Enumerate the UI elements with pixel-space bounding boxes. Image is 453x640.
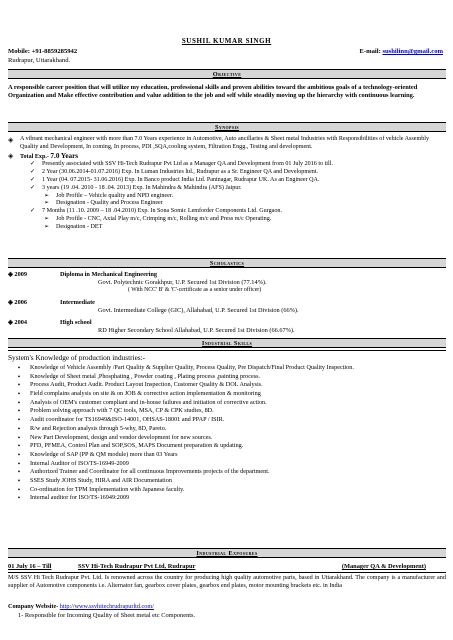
skills-title: System's Knowledge of production industries:- xyxy=(8,353,146,362)
exposure-company: SSV Hi-Tech Rudrapur Pvt Ltd, Rudrapur xyxy=(78,563,196,570)
education-year: ◈ 2004 xyxy=(8,318,28,326)
diamond-bullet-icon: ◈ xyxy=(8,298,15,306)
total-exp: Total Exp.- 7.0 Years xyxy=(20,151,79,160)
skill-item: • PFD, PFMEA, Control Plan and SOP,SOS, MAPS Document preparation & updating. xyxy=(8,442,446,450)
skill-item: • Internal auditor for ISO/TS-16949:2009 xyxy=(8,494,446,502)
education-detail: RD Higher Secondary School Allahabad, U.P. Secured 1st Division (66.67%). xyxy=(98,326,295,334)
email-link[interactable]: sushilinn@gmail.com xyxy=(382,48,443,55)
divider xyxy=(8,572,446,573)
bullet-icon: • xyxy=(17,468,21,477)
job-detail: ➢ Job Profile – Vehicle quality and NPD engineer. xyxy=(44,192,174,199)
skill-item: • Analysis of OEM's customer compliant and in-house failures and initiation of corrective action. xyxy=(8,399,446,407)
skill-item: • Knowledge of Sheet metal ,Phosphating , Powder coating , Plating process ,painting process. xyxy=(8,373,446,381)
scholastics-list xyxy=(8,271,446,339)
education-title: Diploma in Mechanical Engineering xyxy=(60,271,158,278)
experience-item: ✓ 1 Year (04. 07.2015- 31.06.2016) Exp. In Banco product India Ltd. Pantnagar, Rudrapur UK. As an Engineer QA. xyxy=(30,176,320,183)
education-detail: Govt. Polytechnic Gorakhpur, U.P. Secured 1st Division (77.14%). xyxy=(98,279,267,287)
objective-heading: Objective xyxy=(8,69,446,79)
education-entry xyxy=(8,319,446,335)
experience-item: ✓ 2 Year (30.06.2014-01.07.2016) Exp. In Luman Industries ltd., Rudrapur as a Sr. Engineer QA and Development. xyxy=(30,169,319,176)
bullet-icon: • xyxy=(17,364,21,372)
bullet-icon: • xyxy=(17,476,21,485)
bullet-icon: • xyxy=(17,398,21,407)
arrow-bullet-icon: ➢ xyxy=(44,215,50,222)
education-year: ◈ 2006 xyxy=(8,298,28,306)
email-label: E-mail: xyxy=(359,48,383,55)
bullet-icon: • xyxy=(17,416,21,425)
skill-item: • Internal Auditor of ISO/TS-16949-2009 xyxy=(8,460,446,468)
skill-item: • Authorized Trainer and Coordinator for all continuous Improvements projects of the department. xyxy=(8,468,446,476)
bullet-icon: • xyxy=(17,407,21,416)
check-icon: ✓ xyxy=(30,176,36,183)
skill-item: • R/w and Rejection analysis through 5-why, 8D, Pareto. xyxy=(8,425,446,433)
company-description: M/S SSV Hi Tech Rudrapur Pvt. Ltd. Is renowned across the country for producing high quality automotive parts, based in Uttarakhand. The company is a manufacturer and supplier of Automotive components i.e. Alternator fan, gearbox cover plates, gearbox end plates, motor mounting brackets etc. in India xyxy=(8,574,446,589)
skill-item: • Knowledge of Vehicle Assembly /Part Quality & Supplier Quality, Process Quality, Pre Dispatch/Final Product Quality Inspection. xyxy=(8,364,446,372)
skill-item: • SSES Study JOHS Study, HIRA and AIR Documentation xyxy=(8,477,446,485)
bullet-icon: • xyxy=(17,424,21,433)
education-detail: ( With NCC' B' & 'C'-certificate as a senior under officer) xyxy=(128,287,262,294)
skill-item: • Knowledge of SAP (PP & QM module) more than 03 Years xyxy=(8,451,446,459)
skill-item: • Problem solving approach with 7 QC tools, MSA, CP & CPK studies, 8D. xyxy=(8,407,446,415)
education-entry xyxy=(8,271,446,295)
arrow-bullet-icon: ➢ xyxy=(44,192,50,199)
bullet-icon: • xyxy=(17,433,21,442)
bullet-icon: • xyxy=(17,381,21,390)
company-website-link[interactable]: http://www.ssvhitechrudrapurltd.com/ xyxy=(59,603,154,610)
exposure-header xyxy=(8,563,446,571)
skill-item: • Co-ordination for TPM Implementation with Japanese faculty. xyxy=(8,486,446,494)
job-detail: ➢ Job Profile - CNC, Axial Play m/c, Crimping m/c, Rolling m/c and Press m/c Operating. xyxy=(44,215,272,222)
exposure-role: (Manager QA & Development) xyxy=(341,563,426,570)
industrial-exposures-heading: Industrial Exposures xyxy=(8,548,446,558)
education-title: Intermediate xyxy=(60,298,95,306)
job-detail: ➢ Designation - Quality and Process Engineer xyxy=(44,200,163,207)
job-detail: ➢ Designation - DET xyxy=(44,223,103,230)
bullet-icon: • xyxy=(17,494,21,503)
check-icon: ✓ xyxy=(30,169,36,176)
skill-item: • Process Audit, Product Audit. Product Layout Inspection, Customer Quality & DOL Analysis. xyxy=(8,381,446,389)
scholastics-heading: Scholastics xyxy=(8,258,446,268)
sona-experience: ✓ 7 Months (11 .10. 2009 – 18 .04.2010) Exp. In Sona Somic Lemforder Components Ltd. Gurgaon. xyxy=(30,208,283,215)
synopsis-heading: Synopsis xyxy=(8,122,446,132)
skill-item: • Audit coordinator for TS16949&ISO-14001, OHSAS-18001 and PPAP / ISIR. xyxy=(8,416,446,424)
education-year: ◈ 2009 xyxy=(8,271,28,278)
email-line xyxy=(360,48,443,56)
bullet-icon: • xyxy=(17,450,21,459)
check-icon: ✓ xyxy=(30,161,36,168)
industrial-skills-heading: Industrial Skills xyxy=(8,338,446,348)
synopsis-intro: A vibrant mechanical engineer with more than 7.0 Years experience in Automotive, Auto ancillaries & Sheet metal Industries with Responsibilities of vehicle Assembly Quality and Development, In coming, In process, PDI ,SQA,cooling system, Filtration Engg., Testing and development. xyxy=(20,136,430,150)
exposure-period: 01 July 16 – Till xyxy=(8,563,52,570)
company-website-line: Company Website- http://www.ssvhitechrudrapurltd.com/ xyxy=(8,603,154,610)
skills-list xyxy=(8,364,446,503)
diamond-bullet-icon: ◈ xyxy=(8,271,15,278)
divider xyxy=(8,350,446,351)
bullet-icon: • xyxy=(17,442,21,451)
skill-item: • New Part Development, design and vendor development for new sources. xyxy=(8,434,446,442)
arrow-bullet-icon: ➢ xyxy=(44,200,50,207)
diamond-bullet-icon: ◈ xyxy=(8,318,15,326)
experience-item: ✓ 3 years (19 .04. 2010 - 18 .04. 2013) Exp. In Mahindra & Mahindra (AFS) Jaipur. xyxy=(30,184,242,191)
experience-item: ✓ Presently associated with SSV Hi-Tech Rudrapur Pvt Ltd as a Manager QA and Development from 01 July 2016 to till. xyxy=(30,161,333,168)
check-icon: ✓ xyxy=(30,184,36,191)
education-detail: Govt. Intermediate College (GIC), Allahabad, U.P. Secured 1st Division (66%). xyxy=(98,306,299,314)
candidate-name: SUSHIL KUMAR SINGH xyxy=(181,37,272,45)
education-title: High school xyxy=(60,318,92,326)
location: Rudrapur, Uttarakhand. xyxy=(8,57,71,64)
bullet-icon: • xyxy=(17,372,21,381)
bullet-icon: • xyxy=(17,459,21,468)
education-entry xyxy=(8,299,446,315)
diamond-bullet-icon: ◈ xyxy=(8,151,14,160)
objective-text: A responsible career position that will utilize my education, professional skills and proven abilities toward the ambitious goals of a technology-oriented Organization and Make effective contribution and value addition to the job and self while steadily moving up the hierarchy with continuous learning. xyxy=(8,84,418,100)
diamond-bullet-icon: ◈ xyxy=(8,136,14,144)
synopsis-block xyxy=(8,136,446,232)
bullet-icon: • xyxy=(17,390,21,399)
mobile-number: Mobile: +91-8859285942 xyxy=(8,48,78,55)
arrow-bullet-icon: ➢ xyxy=(44,223,50,230)
skill-item: • Field complains analysis on site & on JOB & corrective action implementation & monitoring xyxy=(8,390,446,398)
responsibility-item: 1- Responsible for Incoming Quality of Sheet metal etc Components. xyxy=(18,612,196,619)
bullet-icon: • xyxy=(17,485,21,494)
